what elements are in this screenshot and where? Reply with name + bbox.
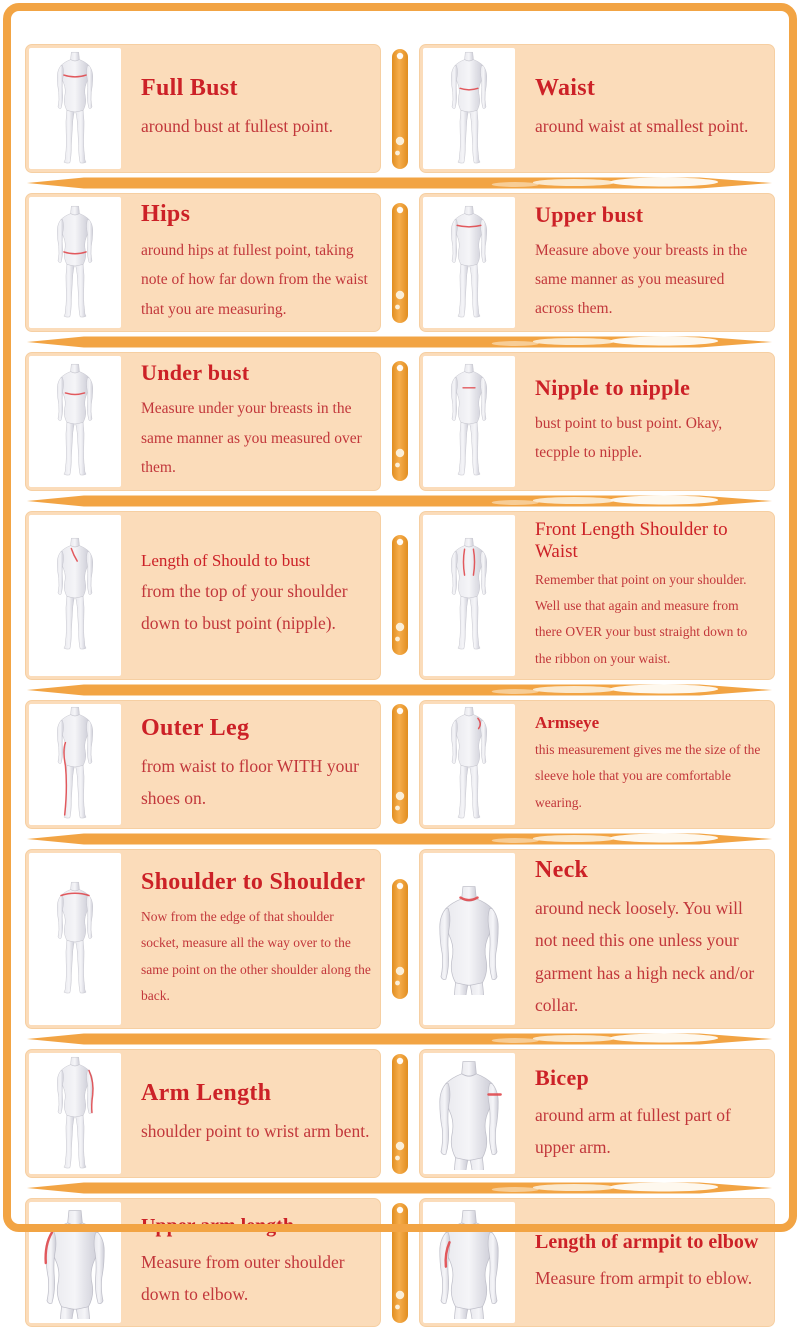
measurement-text [121, 356, 377, 486]
measurement-description: Measure under your breasts in the same manner as you measured over them. [141, 400, 362, 477]
row-divider-icon [25, 176, 775, 190]
measurement-text [515, 515, 771, 676]
column-divider-icon [390, 352, 410, 490]
measurement-description: around arm at fullest part of upper arm. [535, 1104, 731, 1157]
measurement-title: Waist [535, 74, 596, 101]
measurement-row [25, 44, 775, 173]
measurement-description: shoulder point to wrist arm bent. [141, 1121, 370, 1142]
measurement-text [515, 197, 771, 328]
measurement-description: bust point to bust point. Okay, tecpple to nipple. [535, 415, 723, 462]
rows-container [25, 44, 775, 1327]
measurement-row [25, 700, 775, 829]
mannequin-armseye-icon [423, 704, 515, 825]
mannequin-hips-icon [29, 197, 121, 328]
measurement-row [25, 511, 775, 680]
measurement-title: Under bust [141, 360, 250, 386]
measurement-title: Shoulder to Shoulder [141, 869, 366, 895]
measurement-description: from the top of your shoulder down to bust point (nipple). [141, 580, 348, 634]
measurement-title: Upper bust [535, 201, 644, 227]
column-divider-icon [390, 511, 410, 680]
row-divider-icon [25, 1032, 775, 1046]
measurement-description: around bust at fullest point. [141, 115, 333, 136]
measurement-cell [25, 193, 381, 332]
measurement-cell [419, 44, 775, 173]
mannequin-under-bust-icon [29, 356, 121, 486]
measurement-title: Bicep [535, 1064, 590, 1090]
measurement-cell [419, 511, 775, 680]
measurement-cell [419, 193, 775, 332]
mannequin-front-length-icon [423, 515, 515, 676]
column-divider-icon [390, 700, 410, 829]
mannequin-upper-bust-icon [423, 197, 515, 328]
measurement-cell [419, 700, 775, 829]
measurement-title: Length of armpit to elbow [535, 1231, 759, 1254]
mannequin-waist-icon [423, 48, 515, 169]
measurement-title: Neck [535, 856, 589, 883]
measurement-title: Armseye [535, 712, 600, 732]
row-divider-icon [25, 832, 775, 846]
measurement-text [515, 704, 771, 825]
measurement-description: Measure from outer shoulder down to elbow. [141, 1252, 345, 1305]
measurement-cell [419, 1049, 775, 1178]
measurement-text [515, 1202, 771, 1323]
measurement-cell [25, 849, 381, 1030]
mannequin-nipple-to-nipple-icon [423, 356, 515, 486]
measurement-row [25, 352, 775, 490]
measurement-title: Outer Leg [141, 714, 250, 741]
measurement-title: Upper arm length [141, 1215, 294, 1237]
column-divider-icon [390, 1198, 410, 1327]
mannequin-arm-length-icon [29, 1053, 121, 1174]
measurement-text [121, 197, 377, 328]
measurement-row [25, 1198, 775, 1327]
measurement-description: Now from the edge of that shoulder socket, measure all the way over to the same point on the other shoulder along the back. [141, 909, 371, 1003]
row-divider-icon [25, 335, 775, 349]
measurement-description: this measurement gives me the size of the sleeve hole that you are comfortable wearing. [535, 741, 761, 810]
measurement-description: Measure from armpit to eblow. [535, 1268, 753, 1289]
measurement-cell [25, 700, 381, 829]
measurement-text [515, 1053, 771, 1174]
measurement-description: Measure above your breasts in the same manner as you measured across them. [535, 241, 748, 318]
mannequin-shoulder-to-shoulder-icon [29, 853, 121, 1026]
measurement-guide [25, 44, 775, 1327]
measurement-description: from waist to floor WITH your shoes on. [141, 755, 359, 808]
measurement-description: around neck loosely. You will not need this one unless your garment has a high neck and/or collar. [535, 897, 755, 1015]
measurement-text [515, 853, 771, 1026]
measurement-row [25, 1049, 775, 1178]
column-divider-icon [390, 849, 410, 1030]
row-divider-icon [25, 1181, 775, 1195]
measurement-cell [419, 849, 775, 1030]
measurement-title: Arm Length [141, 1080, 272, 1107]
measurement-text [121, 1053, 377, 1174]
row-divider-icon [25, 494, 775, 508]
mannequin-upper-arm-length-icon [29, 1202, 121, 1323]
mannequin-shoulder-to-bust-icon [29, 515, 121, 676]
measurement-text [121, 515, 377, 676]
column-divider-icon [390, 193, 410, 332]
row-divider-icon [25, 683, 775, 697]
mannequin-armpit-to-elbow-icon [423, 1202, 515, 1323]
measurement-cell [25, 44, 381, 173]
measurement-cell [25, 352, 381, 490]
mannequin-outer-leg-icon [29, 704, 121, 825]
measurement-cell [25, 511, 381, 680]
measurement-cell [419, 352, 775, 490]
measurement-cell [25, 1049, 381, 1178]
measurement-description: around waist at smallest point. [535, 115, 749, 136]
measurement-row [25, 849, 775, 1030]
measurement-cell [25, 1198, 381, 1327]
measurement-title: Full Bust [141, 74, 238, 101]
measurement-title: Front Length Shoulder to Waist [535, 518, 728, 562]
mannequin-full-bust-icon [29, 48, 121, 169]
measurement-text [121, 1202, 377, 1323]
mannequin-neck-icon [423, 853, 515, 1026]
measurement-cell [419, 1198, 775, 1327]
measurement-row [25, 193, 775, 332]
measurement-description: around hips at fullest point, taking note of how far down from the waist that you are measuring. [141, 242, 368, 318]
measurement-title: Length of Should to bust [141, 550, 311, 570]
measurement-text [121, 704, 377, 825]
measurement-title: Nipple to nipple [535, 375, 691, 401]
measurement-title: Hips [141, 201, 191, 227]
column-divider-icon [390, 1049, 410, 1178]
measurement-description: Remember that point on your shoulder. Well use that again and measure from there OVER your bust straight down to the ribbon on your waist. [535, 571, 748, 666]
measurement-text [121, 853, 377, 1026]
column-divider-icon [390, 44, 410, 173]
mannequin-bicep-icon [423, 1053, 515, 1174]
measurement-text [121, 48, 377, 169]
measurement-text [515, 356, 771, 486]
measurement-text [515, 48, 771, 169]
